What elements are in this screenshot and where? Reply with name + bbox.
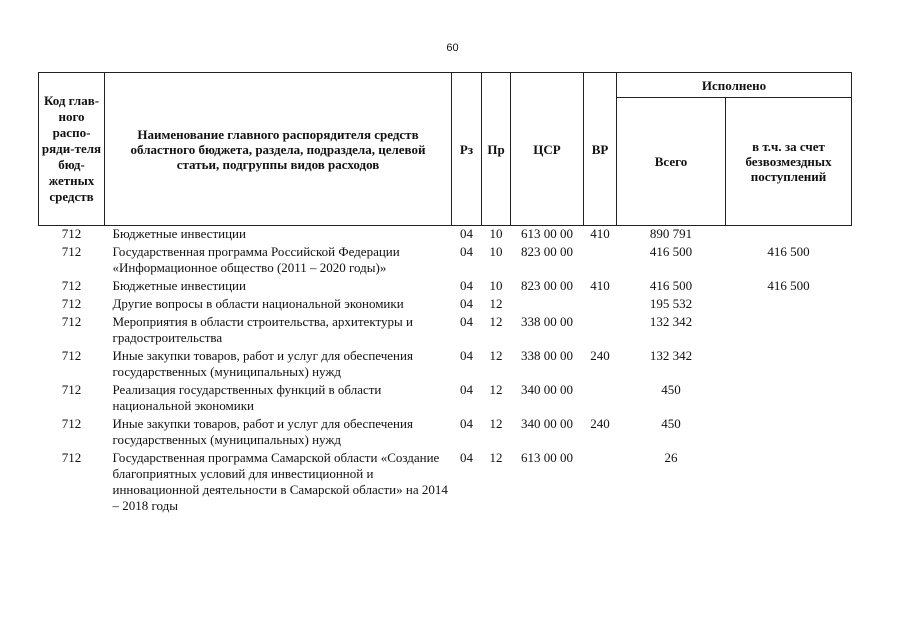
cell-csr: 338 00 00 (521, 314, 573, 329)
cell-free (726, 450, 852, 516)
cell-code: 712 (61, 296, 82, 311)
cell-free (726, 226, 852, 245)
header-pr: Пр (482, 73, 511, 226)
cell-csr: 613 00 00 (521, 226, 573, 241)
cell-pr: 12 (489, 314, 503, 329)
cell-name: Реализация государственных функций в области национальной экономики (112, 382, 382, 413)
cell-pr: 10 (489, 244, 503, 259)
header-name: Наименование главного распорядителя средств областного бюджета, раздела, подраздела, целевой статьи, подгруппы видов расходов (105, 73, 452, 226)
cell-csr: 613 00 00 (521, 450, 573, 465)
table-row (39, 314, 852, 348)
header-csr: ЦСР (511, 73, 584, 226)
cell-name: Другие вопросы в области национальной экономики (112, 296, 404, 311)
cell-csr: 823 00 00 (521, 278, 573, 293)
cell-pr: 12 (489, 450, 503, 465)
cell-csr: 823 00 00 (521, 244, 573, 259)
cell-free (726, 416, 852, 450)
cell-vr: 410 (590, 226, 610, 241)
cell-code: 712 (61, 314, 82, 329)
cell-csr: 340 00 00 (521, 382, 573, 397)
budget-table (38, 72, 852, 516)
cell-name: Государственная программа Самарской области «Создание благоприятных условий для инвестиционной и инновационной деятельности в Самарской области» на 2014 – 2018 годы (112, 450, 448, 513)
cell-pr: 12 (489, 382, 503, 397)
cell-free (726, 382, 852, 416)
cell-rz: 04 (460, 244, 473, 259)
table-row (39, 278, 852, 296)
cell-rz: 04 (460, 314, 473, 329)
cell-code: 712 (61, 226, 82, 241)
cell-code: 712 (61, 244, 82, 259)
cell-vr (584, 244, 617, 278)
cell-vr: 410 (590, 278, 610, 293)
cell-csr: 338 00 00 (521, 348, 573, 363)
cell-total: 416 500 (649, 244, 693, 259)
cell-rz: 04 (460, 278, 473, 293)
cell-vr (584, 450, 617, 516)
cell-code: 712 (61, 416, 82, 431)
table-row (39, 296, 852, 314)
header-executed: Исполнено (617, 73, 852, 98)
cell-free: 416 500 (767, 278, 810, 293)
cell-code: 712 (61, 450, 82, 465)
header-vr: ВР (584, 73, 617, 226)
cell-code: 712 (61, 278, 82, 293)
cell-name: Бюджетные инвестиции (112, 226, 246, 241)
table-header (39, 73, 852, 226)
cell-vr: 240 (590, 348, 610, 363)
cell-rz: 04 (460, 348, 473, 363)
header-rz: Рз (452, 73, 482, 226)
cell-total: 416 500 (649, 278, 693, 293)
cell-csr: 340 00 00 (521, 416, 573, 431)
cell-rz: 04 (460, 382, 473, 397)
cell-pr: 12 (489, 348, 503, 363)
cell-name: Государственная программа Российской Федерации «Информационное общество (2011 – 2020 годы)» (112, 244, 400, 275)
cell-total: 450 (661, 416, 681, 431)
cell-vr (584, 382, 617, 416)
cell-code: 712 (61, 348, 82, 363)
cell-pr: 10 (489, 278, 503, 293)
cell-total: 450 (661, 382, 681, 397)
cell-vr (584, 296, 617, 314)
table-body (39, 226, 852, 517)
cell-total: 132 342 (649, 348, 693, 363)
cell-free (726, 348, 852, 382)
cell-pr: 12 (489, 296, 503, 311)
cell-rz: 04 (460, 416, 473, 431)
cell-name: Мероприятия в области строительства, архитектуры и градостроительства (112, 314, 413, 345)
cell-rz: 04 (460, 226, 473, 241)
cell-free (726, 314, 852, 348)
cell-vr (584, 314, 617, 348)
cell-name: Бюджетные инвестиции (112, 278, 246, 293)
cell-total: 26 (664, 450, 678, 465)
table-row (39, 244, 852, 278)
cell-total: 195 532 (649, 296, 693, 311)
cell-pr: 12 (489, 416, 503, 431)
cell-csr (511, 296, 584, 314)
cell-total: 132 342 (649, 314, 693, 329)
header-free: в т.ч. за счет безвозмездных поступлений (726, 98, 852, 226)
cell-rz: 04 (460, 450, 473, 465)
table-row (39, 382, 852, 416)
cell-free (726, 296, 852, 314)
table-row (39, 416, 852, 450)
cell-rz: 04 (460, 296, 473, 311)
table-row (39, 226, 852, 245)
cell-code: 712 (61, 382, 82, 397)
cell-vr: 240 (590, 416, 610, 431)
table-row (39, 348, 852, 382)
cell-name: Иные закупки товаров, работ и услуг для обеспечения государственных (муниципальных) нужд (112, 416, 413, 447)
page-number: 60 (446, 42, 459, 54)
cell-name: Иные закупки товаров, работ и услуг для обеспечения государственных (муниципальных) нужд (112, 348, 413, 379)
header-code: Код глав-ного распо-ряди-теля бюд-жетных средств (39, 73, 105, 226)
cell-free: 416 500 (767, 244, 810, 259)
header-total: Всего (617, 98, 726, 226)
cell-total: 890 791 (649, 226, 693, 241)
cell-pr: 10 (489, 226, 503, 241)
table-row (39, 450, 852, 516)
